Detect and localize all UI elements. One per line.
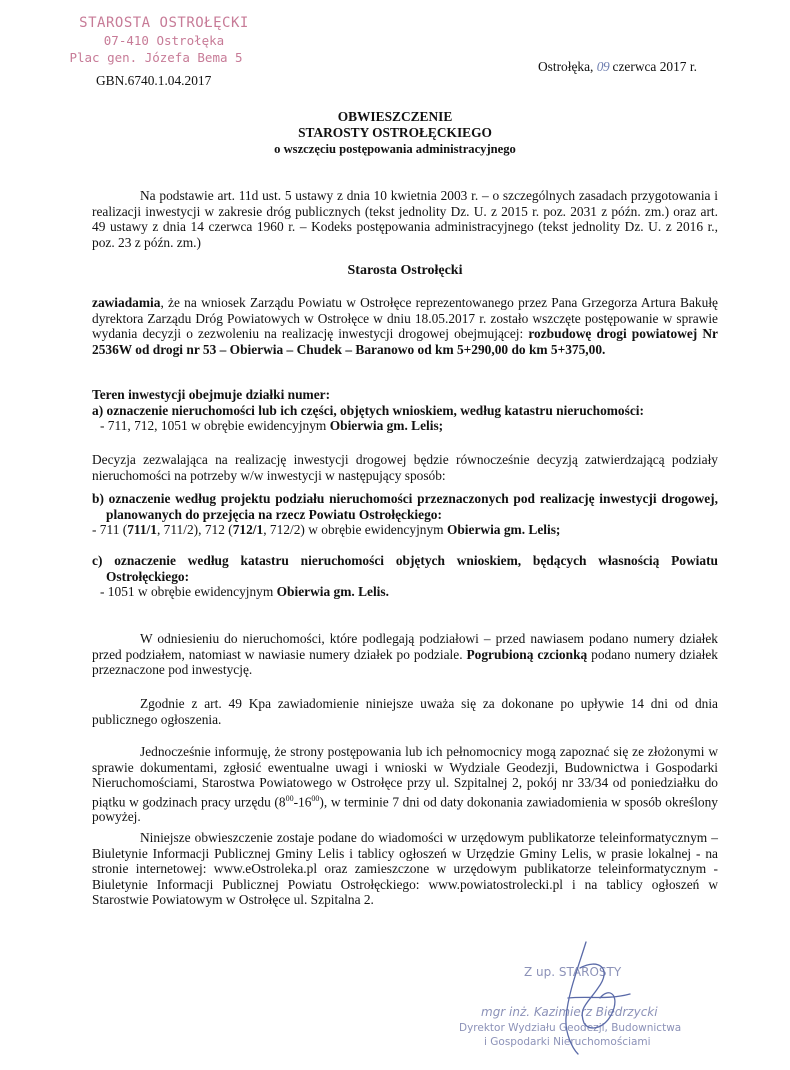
stamp-line-3: Plac gen. Józefa Bema 5 (69, 50, 243, 65)
stamp-line-1: STAROSTA OSTROŁĘCKI (79, 15, 249, 31)
section-b-item-5: , 712/2) w obrębie ewidencyjnym (263, 522, 447, 537)
document-title (0, 109, 790, 157)
section-c-item-text: - 1051 w obrębie ewidencyjnym (100, 584, 277, 599)
info-dash: -16 (293, 793, 312, 809)
section-c-item (92, 584, 718, 600)
handwritten-signature-icon (538, 938, 648, 1058)
section-b-item-4: 712/1 (232, 522, 264, 537)
legal-basis-paragraph: Na podstawie art. 11d ust. 5 ustawy z dnia 10 kwietnia 2003 r. – o szczególnych zasadach przygotowania i realizacji inwestycji w zakresie dróg publicznych (tekst jednolity Dz. U. z 2015 r. poz. 2031 z późn. zm.) oraz art. 49 ustawy z dnia 14 czerwca 1960 r. – Kodeks postępowania administracyjnego (tekst jednolity Dz. U. z 2016 r., poz. 23 z późn. zm.) (92, 188, 718, 250)
division-note-text: W odniesieniu do nieruchomości, które podlegają podziałowi – przed nawiasem podano numery działek przed podziałem, natomiast w nawiasie numery działek po podziale. (92, 631, 718, 662)
section-a-item-text: - 711, 712, 1051 w obrębie ewidencyjnym (100, 418, 330, 433)
division-note-tail: podano numery działek przeznaczone pod inwestycję. (92, 646, 718, 677)
info-sup-1: 00 (285, 793, 294, 803)
authority-heading: Starosta Ostrołęcki (347, 263, 463, 278)
place-date (538, 59, 697, 75)
notice-body: , że na wniosek Zarządu Powiatu w Ostrołęce reprezentowanego przez Pana Grzegorza Artura Bakułę dyrektora Zarządu Dróg Powiatowych w Ostrołęce w dniu 18.05.2017 r. zostało wszczęte postępowanie w sprawie wydania decyzji o zezwoleniu na realizację inwestycji drogowej obejmującej: (92, 295, 718, 341)
title-line-3: o wszczęciu postępowania administracyjnego (274, 142, 516, 156)
signature-name: mgr inż. Kazimierz Biedrzycki (481, 1005, 658, 1019)
stamp-line-2: 07-410 Ostrołęka (103, 33, 225, 48)
section-c-place: Obierwia gm. Lelis. (276, 584, 389, 599)
section-c (92, 553, 718, 600)
info-tail: ), w terminie 7 dni od daty dokonania zawiadomienia w sposób określony powyżej. (92, 793, 719, 825)
section-b-item-3: , 711/2), 712 ( (156, 522, 233, 537)
section-a-place: Obierwia gm. Lelis; (329, 418, 444, 433)
division-note-bold: Pogrubioną czcionką (466, 646, 588, 662)
information-paragraph (92, 744, 718, 825)
decision-paragraph: Decyzja zezwalająca na realizację inwestycji drogowej będzie równocześnie decyzją zatwierdzającą podziały nieruchomości na potrzeby w/w inwestycji w następujący sposób: (92, 452, 718, 483)
section-b-item-1: - 711 ( (92, 522, 128, 537)
info-text: Jednocześnie informuję, że strony postępowania lub ich pełnomocnicy mogą zapoznać się ze złożonymi w sprawie dokumentami, zgłosić ewentualne uwagi i wnioski w Wydziale Geodezji, Budownictwa i Gospodarki Nieruchomościami, Starostwa Powiatowego w Ostrołęce przy ul. Szpitalnej 2, pokój nr 33/34 od poniedziałku do piątku w godzinach pracy urzędu (8 (92, 744, 718, 809)
section-b-place: Obierwia gm. Lelis; (446, 522, 561, 537)
office-stamp (64, 15, 264, 66)
title-line-1: OBWIESZCZENIE (337, 109, 453, 124)
section-c-label: c) oznaczenie według katastru nieruchomości objętych wnioskiem, będących własnością Powiatu Ostrołęckiego: (92, 553, 718, 584)
notice-lead: zawiadamia (92, 295, 161, 310)
section-b (92, 491, 718, 538)
month-year: czerwca 2017 r. (612, 59, 697, 74)
section-a-label: a) oznaczenie nieruchomości lub ich części, objętych wnioskiem, według katastru nieruchomości: (92, 402, 644, 418)
section-a-item (92, 418, 718, 434)
publication-paragraph: Niniejsze obwieszczenie zostaje podane do wiadomości w urzędowym publikatorze teleinformatycznym – Biuletynie Informacji Publicznej Gminy Lelis i tablicy ogłoszeń w Urzędzie Gminy Lelis, w prasie lokalnej - na stronie internetowej: www.eOstroleka.pl oraz zamieszczone w urzędowym publikatorze teleinformatycznym - Biuletynie Informacji Publicznej Powiatu Ostrołęckiego: www.powiatostrolecki.pl i na tablicy ogłoszeń w Starostwie Powiatowym w Ostrołęce ul. Szpitalna 2. (92, 830, 718, 907)
division-note-paragraph (92, 631, 718, 678)
reference-number: GBN.6740.1.04.2017 (96, 73, 212, 88)
signature-line-4: i Gospodarki Nieruchomościami (484, 1036, 651, 1048)
info-sup-2: 00 (311, 793, 320, 803)
notice-paragraph (92, 295, 718, 357)
parcels-section (92, 387, 718, 434)
art49-paragraph: Zgodnie z art. 49 Kpa zawiadomienie niniejsze uważa się za dokonane po upływie 14 dni od dnia publicznego ogłoszenia. (92, 696, 718, 727)
section-b-item-2: 711/1 (127, 522, 157, 537)
handwritten-day: 09 (596, 59, 610, 74)
place-city: Ostrołęka, (538, 59, 594, 74)
signature-line-1: Z up. STAROSTY (524, 965, 622, 979)
parcels-intro: Teren inwestycji obejmuje działki numer: (92, 387, 331, 402)
notice-project: rozbudowę drogi powiatowej Nr 2536W od drogi nr 53 – Obierwia – Chudek – Baranowo od km 5+290,00 do km 5+375,00. (92, 326, 718, 357)
section-b-item (92, 522, 718, 538)
section-b-label: b) oznaczenie według projektu podziału nieruchomości przeznaczonych pod realizację inwestycji drogowej, planowanych do przejęcia na rzecz Powiatu Ostrołęckiego: (92, 491, 718, 522)
signature-line-3: Dyrektor Wydziału Geodezji, Budownictwa (459, 1022, 682, 1034)
title-line-2: STAROSTY OSTROŁĘCKIEGO (298, 125, 492, 140)
